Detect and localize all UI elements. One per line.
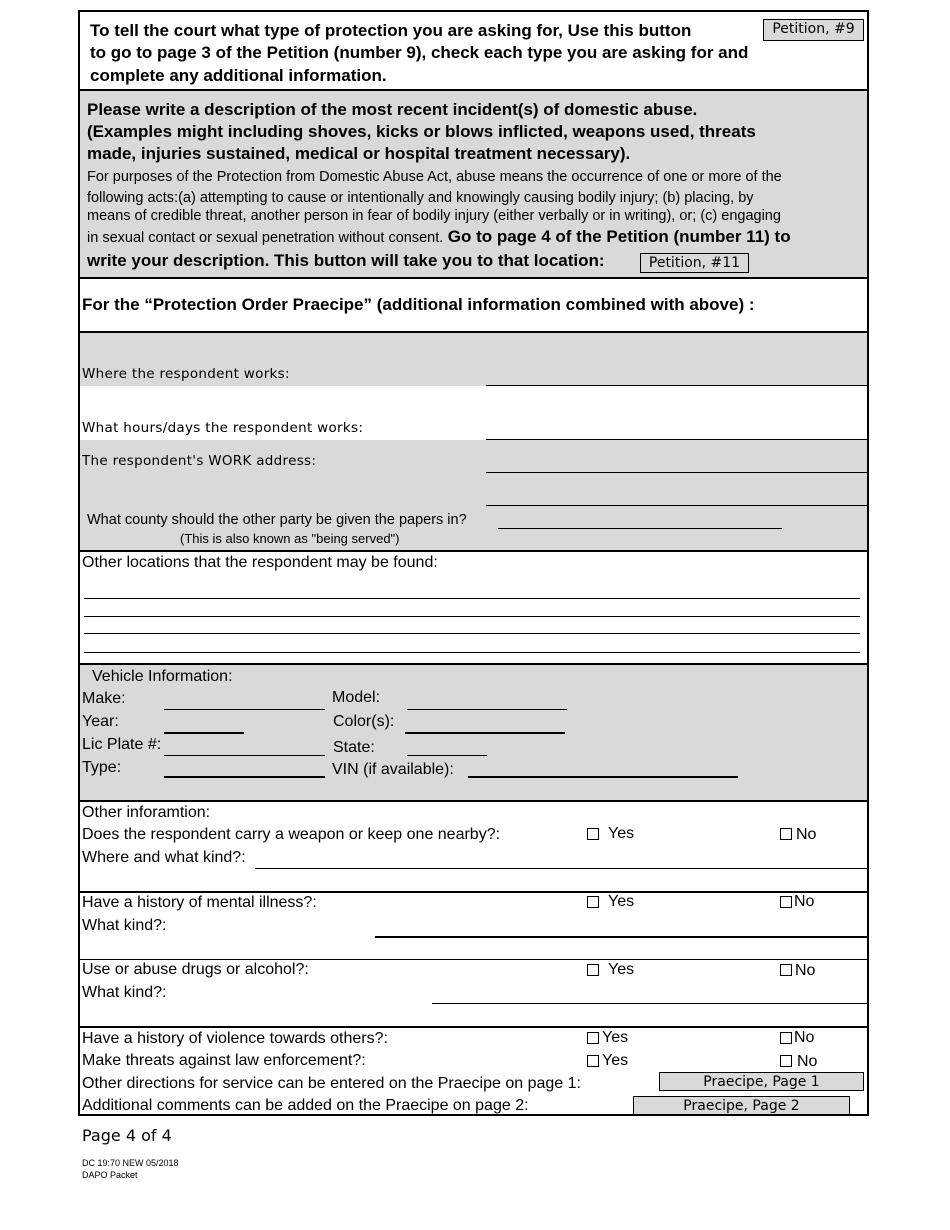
page-number: Page 4 of 4 [82, 1126, 172, 1145]
threats-yes-label: Yes [602, 1052, 629, 1069]
weapon-where-field[interactable] [255, 868, 868, 869]
vehicle-model-label: Model: [332, 689, 381, 706]
locations-line-1[interactable] [84, 598, 860, 599]
divider [78, 331, 869, 333]
section2-para2: following acts:(a) attempting to cause or intentionally and knowingly causing bodily injury; (b) placing, by [87, 190, 754, 206]
vehicle-state-label: State: [333, 739, 375, 756]
divider [78, 550, 869, 552]
vehicle-state-field[interactable] [407, 755, 487, 756]
respondent-works-label: Where the respondent works: [82, 366, 290, 382]
vehicle-make-label: Make: [82, 690, 126, 707]
threats-no-checkbox[interactable] [780, 1055, 792, 1067]
drugs-no-label: No [795, 962, 816, 979]
divider [79, 959, 868, 960]
section2-para4: in sexual contact or sexual penetration without consent. [87, 230, 444, 246]
vehicle-color-label: Color(s): [333, 713, 395, 730]
divider [78, 89, 869, 91]
drugs-question: Use or abuse drugs or alcohol?: [82, 961, 309, 978]
weapon-no-label: No [796, 826, 817, 843]
packet-name: DAPO Packet [82, 1170, 138, 1180]
locations-label: Other locations that the respondent may be found: [82, 554, 438, 571]
vehicle-plate-label: Lic Plate #: [82, 736, 162, 753]
vehicle-make-field[interactable] [164, 709, 325, 710]
vehicle-year-label: Year: [82, 713, 119, 730]
praecipe-page1-button[interactable]: Praecipe, Page 1 [659, 1072, 864, 1091]
divider [78, 277, 869, 279]
petition-9-button[interactable]: Petition, #9 [763, 19, 864, 41]
section2-bold3: made, injuries sustained, medical or hospital treatment necessary). [87, 144, 631, 163]
locations-line-2[interactable] [84, 616, 860, 617]
vehicle-color-field[interactable] [405, 732, 565, 734]
section2-para4-line [87, 226, 791, 249]
mental-yes-checkbox[interactable] [587, 896, 599, 908]
weapon-yes-label: Yes [608, 825, 635, 842]
vehicle-type-field[interactable] [164, 776, 325, 778]
weapon-where-label: Where and what kind?: [82, 849, 246, 866]
mental-yes-label: Yes [608, 893, 635, 910]
respondent-works-field[interactable] [486, 385, 868, 386]
mental-no-checkbox[interactable] [780, 896, 792, 908]
respondent-hours-field[interactable] [486, 439, 868, 440]
respondent-address-field-2[interactable] [486, 505, 868, 506]
directions-text: Other directions for service can be entered on the Praecipe on page 1: [82, 1075, 581, 1092]
drugs-no-checkbox[interactable] [780, 964, 792, 976]
mental-kind-label: What kind?: [82, 917, 167, 934]
section1-line3: complete any additional information. [90, 66, 387, 85]
drugs-kind-field[interactable] [432, 1003, 868, 1004]
drugs-kind-label: What kind?: [82, 984, 167, 1001]
locations-line-4[interactable] [84, 652, 860, 653]
drugs-yes-label: Yes [608, 961, 635, 978]
divider [78, 800, 869, 802]
drugs-yes-checkbox[interactable] [587, 964, 599, 976]
divider [78, 663, 869, 665]
praecipe-title: For the “Protection Order Praecipe” (additional information combined with above) : [82, 295, 755, 314]
vehicle-vin-label: VIN (if available): [332, 761, 454, 778]
other-title: Other inforamtion: [82, 804, 211, 821]
threats-yes-checkbox[interactable] [587, 1055, 599, 1067]
section2-go1: Go to page 4 of the Petition (number 11) to [447, 227, 791, 246]
violence-yes-label: Yes [602, 1029, 629, 1046]
threats-question: Make threats against law enforcement?: [82, 1052, 366, 1069]
respondent-hours-label: What hours/days the respondent works: [82, 420, 364, 436]
comments-text: Additional comments can be added on the Praecipe on page 2: [82, 1097, 529, 1114]
section2-go2: write your description. This button will take you to that location: [87, 251, 605, 270]
vehicle-model-field[interactable] [407, 709, 567, 710]
weapon-question: Does the respondent carry a weapon or keep one nearby?: [82, 826, 501, 843]
section1-line1: To tell the court what type of protection you are asking for, Use this button [90, 21, 692, 40]
respondent-address-label: The respondent's WORK address: [82, 453, 317, 469]
vehicle-title: Vehicle Information: [92, 668, 233, 685]
mental-kind-field[interactable] [375, 936, 868, 938]
form-code: DC 19:70 NEW 05/2018 [82, 1158, 179, 1168]
locations-line-3[interactable] [84, 633, 860, 634]
county-field[interactable] [498, 528, 782, 529]
mental-question: Have a history of mental illness?: [82, 894, 317, 911]
mental-no-label: No [794, 893, 815, 910]
county-label: What county should the other party be given the papers in? [87, 512, 467, 528]
divider [78, 1026, 869, 1028]
violence-question: Have a history of violence towards others?: [82, 1030, 388, 1047]
petition-11-button[interactable]: Petition, #11 [640, 253, 749, 273]
section2-para1: For purposes of the Protection from Domestic Abuse Act, abuse means the occurrence of one or more of the [87, 169, 782, 185]
threats-no-label: No [797, 1053, 818, 1070]
served-note: (This is also known as "being served") [180, 531, 400, 546]
respondent-address-field-1[interactable] [486, 472, 868, 473]
weapon-no-checkbox[interactable] [780, 828, 792, 840]
violence-no-label: No [794, 1029, 815, 1046]
weapon-yes-checkbox[interactable] [587, 828, 599, 840]
section2-bold1: Please write a description of the most recent incident(s) of domestic abuse. [87, 100, 698, 119]
vehicle-year-field[interactable] [164, 732, 244, 734]
violence-no-checkbox[interactable] [780, 1032, 792, 1044]
praecipe-page2-button[interactable]: Praecipe, Page 2 [633, 1096, 850, 1115]
section2-bold2: (Examples might including shoves, kicks or blows inflicted, weapons used, threats [87, 122, 756, 141]
divider [78, 891, 869, 893]
vehicle-vin-field[interactable] [468, 776, 738, 778]
vehicle-type-label: Type: [82, 759, 122, 776]
vehicle-plate-field[interactable] [164, 755, 325, 756]
violence-yes-checkbox[interactable] [587, 1032, 599, 1044]
section1-line2: to go to page 3 of the Petition (number 9), check each type you are asking for and [90, 43, 749, 62]
section2-para3: means of credible threat, another person in fear of bodily injury (either verbally or in writing), or; (c) engaging [87, 208, 781, 224]
